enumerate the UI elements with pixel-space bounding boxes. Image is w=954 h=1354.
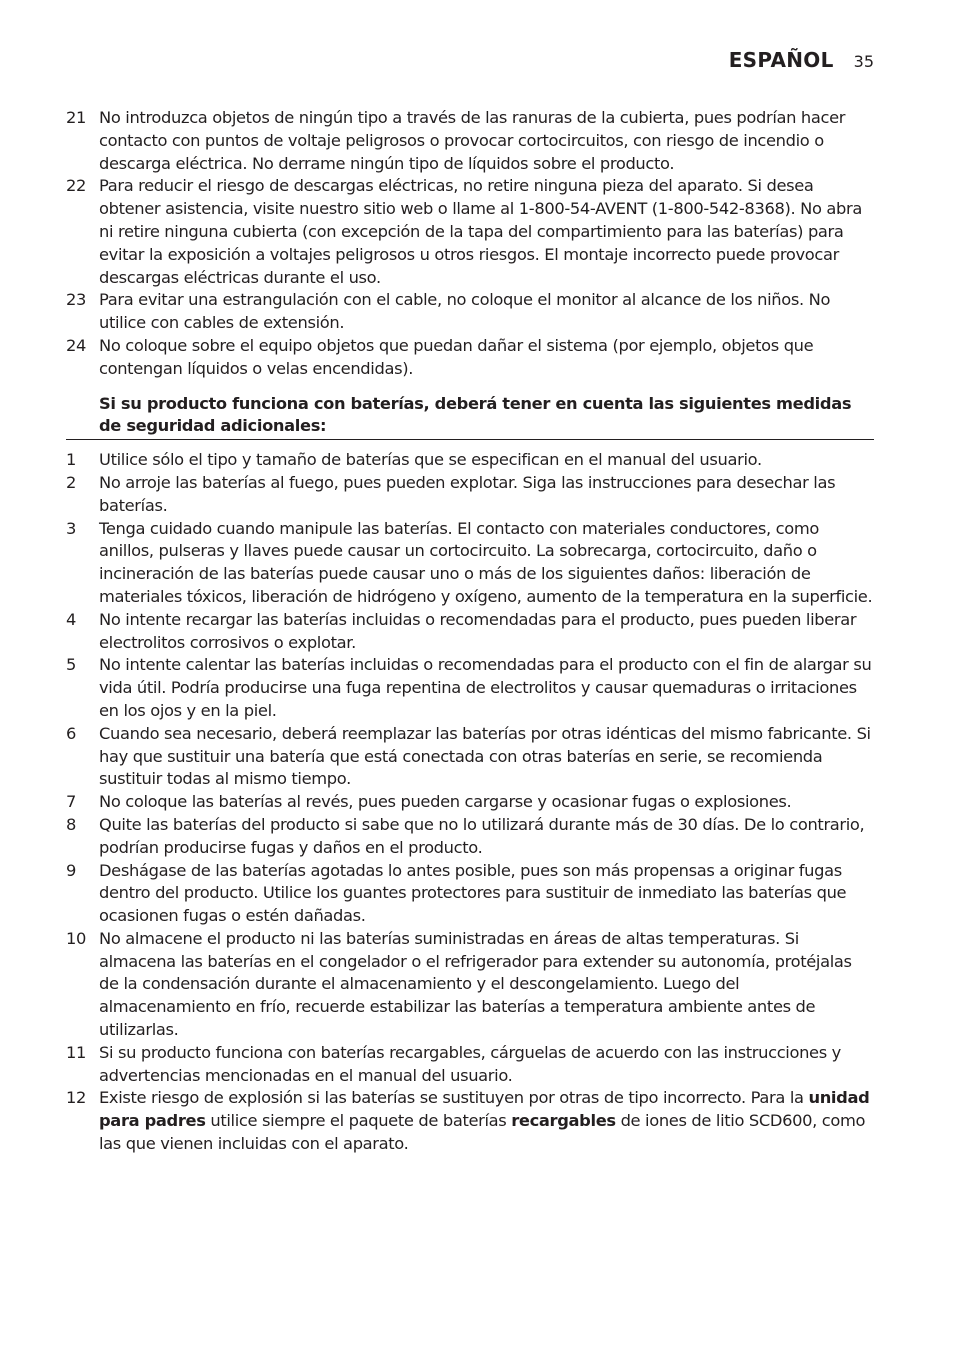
safety-list-general [66,107,874,381]
list-item-number: 5 [66,655,77,675]
list-item-number: 22 [66,176,87,196]
list-item-text: No intente recargar las baterías incluidas o recomendadas para el producto, pues pueden liberar electrolitos corrosivos o explotar. [99,609,857,652]
language-label: ESPAÑOL [728,48,834,72]
list-item [66,289,874,335]
list-item-text: Tenga cuidado cuando manipule las baterías. El contacto con materiales conductores, como anillos, pulseras y llaves puede causar un cortocircuito. La sobrecarga, cortocircuito, daño o incineración de las baterías puede causar uno o más de los siguientes daños: liberación de materiales tóxicos, liberación de hidrógeno y oxígeno, aumento de la temperatura en la superficie. [99,518,873,606]
list-item-number: 4 [66,609,77,629]
list-item-number: 1 [66,450,77,470]
list-item-text: No introduzca objetos de ningún tipo a través de las ranuras de la cubierta, pues podrían hacer contacto con puntos de voltaje peligrosos o provocar cortocircuitos, con riesgo de incendio o descarga eléctrica. No derrame ningún tipo de líquidos sobre el producto. [99,108,846,173]
list-item [66,791,874,814]
list-item-text: No coloque las baterías al revés, pues pueden cargarse y ocasionar fugas o explosiones. [99,792,792,812]
list-item [66,449,874,472]
list-item-number: 12 [66,1088,87,1108]
list-item-number: 9 [66,860,77,880]
list-item-number: 7 [66,792,77,812]
list-item-text: No intente calentar las baterías incluidas o recomendadas para el producto con el fin de alargar su vida útil. Podría producirse una fuga repentina de electrolitos y causar quemaduras o irritaciones en los ojos y en la piel. [99,655,872,720]
list-item-text: No almacene el producto ni las baterías suministradas en áreas de altas temperaturas. Si almacena las baterías en el congelador o el refrigerador para extender su autonomía, protéjalas de la condensación durante el almacenamiento y el descongelamiento. Luego del almacenamiento en frío, recuerde estabilizar las baterías a temperatura ambiente antes de utilizarlas. [99,928,852,1040]
list-item-number: 10 [66,928,87,948]
list-item [66,928,874,1042]
list-item [66,1087,874,1155]
list-item [66,518,874,609]
page-number: 35 [853,52,874,71]
list-item-text: Utilice sólo el tipo y tamaño de baterías que se especifican en el manual del usuario. [99,450,762,470]
list-item-text: Deshágase de las baterías agotadas lo antes posible, pues son más propensas a originar fugas dentro del producto. Utilice los guantes protectores para sustituir de inmediato las baterías que ocasionen fugas o estén dañadas. [99,860,847,926]
list-item-text-part: Existe riesgo de explosión si las baterías se sustituyen por otras de tipo incorrecto. Para la [99,1088,809,1108]
list-item-text-part: de iones de litio SCD600, como las que vienen incluidas con el aparato. [99,1111,866,1154]
list-item [66,175,874,289]
list-item-text: No coloque sobre el equipo objetos que puedan dañar el sistema (por ejemplo, objetos que contengan líquidos o velas encendidas). [99,335,814,378]
list-item-number: 3 [66,518,77,538]
safety-list-batteries [66,449,874,1156]
list-item-text: Para evitar una estrangulación con el cable, no coloque el monitor al alcance de los niños. No utilice con cables de extensión. [99,290,831,333]
section-heading: Si su producto funciona con baterías, deberá tener en cuenta las siguientes medidas de seguridad adicionales: [66,393,874,441]
list-item [66,1042,874,1088]
list-item [66,472,874,518]
list-item-text [99,1087,874,1155]
list-item [66,107,874,175]
list-item-text: No arroje las baterías al fuego, pues pueden explotar. Siga las instrucciones para desechar las baterías. [99,472,836,515]
list-item-number: 2 [66,472,77,492]
emphasis-rechargeable: recargables [511,1111,616,1131]
page-header [729,48,874,72]
list-item [66,335,874,381]
list-item [66,814,874,860]
list-item-text: Para reducir el riesgo de descargas eléctricas, no retire ninguna pieza del aparato. Si desea obtener asistencia, visite nuestro sitio web o llame al 1-800-54-AVENT (1-800-542-8368). No abra ni retire ninguna cubierta (con excepción de la tapa del compartimiento para las baterías) para evitar la exposición a voltajes peligrosos u otros riesgos. El montaje incorrecto puede provocar descargas eléctricas durante el uso. [99,176,862,287]
emphasis-parent-unit: unidad para padres [99,1088,870,1131]
list-item-number: 21 [66,108,87,127]
list-item-text: Si su producto funciona con baterías recargables, cárguelas de acuerdo con las instrucciones y advertencias mencionadas en el manual del usuario. [99,1042,841,1085]
list-item-number: 8 [66,814,77,834]
list-item-text-part: utilice siempre el paquete de baterías [205,1111,512,1131]
list-item [66,723,874,791]
list-item-number: 24 [66,335,87,355]
list-item [66,654,874,722]
list-item-number: 6 [66,723,77,743]
list-item [66,609,874,655]
list-item-number: 11 [66,1042,87,1062]
document-body [66,107,874,1156]
list-item-text: Quite las baterías del producto si sabe que no lo utilizará durante más de 30 días. De lo contrario, podrían producirse fugas y daños en el producto. [99,814,865,857]
list-item-number: 23 [66,290,87,310]
list-item-text: Cuando sea necesario, deberá reemplazar las baterías por otras idénticas del mismo fabricante. Si hay que sustituir una batería que está conectada con otras baterías en serie, se recomienda sustituir todas al mismo tiempo. [99,723,871,789]
list-item [66,860,874,928]
